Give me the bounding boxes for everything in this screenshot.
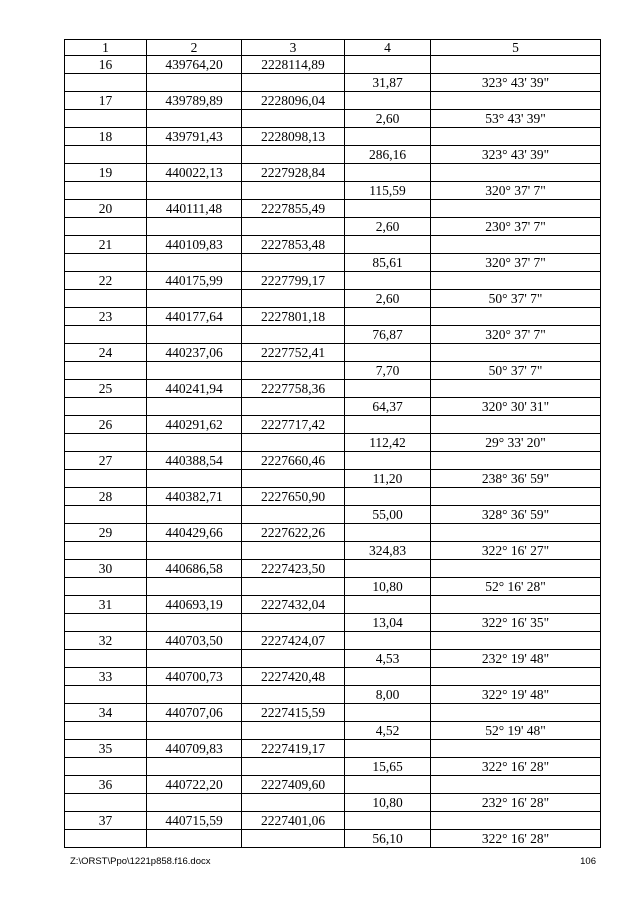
x-coordinate-cell [147,722,242,740]
direction-angle-cell [431,596,601,614]
y-coordinate-cell: 2227650,90 [242,488,345,506]
table-row [65,434,601,452]
x-coordinate-cell: 439791,43 [147,128,242,146]
point-number-cell: 16 [65,56,147,74]
point-number-cell: 32 [65,632,147,650]
table-row [65,776,601,794]
point-number-cell [65,470,147,488]
x-coordinate-cell: 440693,19 [147,596,242,614]
direction-angle-cell: 232° 16' 28" [431,794,601,812]
table-row [65,110,601,128]
distance-cell: 55,00 [345,506,431,524]
point-number-cell: 21 [65,236,147,254]
y-coordinate-cell [242,182,345,200]
x-coordinate-cell: 440237,06 [147,344,242,362]
distance-cell: 324,83 [345,542,431,560]
distance-cell: 56,10 [345,830,431,848]
table-row [65,380,601,398]
point-number-cell [65,110,147,128]
distance-cell: 15,65 [345,758,431,776]
table-row [65,182,601,200]
y-coordinate-cell: 2227799,17 [242,272,345,290]
table-row [65,218,601,236]
point-number-cell [65,290,147,308]
y-coordinate-cell: 2227801,18 [242,308,345,326]
x-coordinate-cell: 440686,58 [147,560,242,578]
table-row [65,830,601,848]
direction-angle-cell [431,632,601,650]
x-coordinate-cell [147,290,242,308]
distance-cell: 286,16 [345,146,431,164]
direction-angle-cell: 320° 30' 31" [431,398,601,416]
distance-cell [345,272,431,290]
distance-cell [345,164,431,182]
point-number-cell [65,758,147,776]
direction-angle-cell: 322° 16' 35" [431,614,601,632]
x-coordinate-cell: 440703,50 [147,632,242,650]
footer-page-number: 106 [580,856,596,867]
direction-angle-cell: 322° 16' 27" [431,542,601,560]
direction-angle-cell [431,344,601,362]
table-body [65,56,601,848]
point-number-cell: 34 [65,704,147,722]
distance-cell: 4,53 [345,650,431,668]
table-row [65,236,601,254]
point-number-cell [65,362,147,380]
distance-cell [345,452,431,470]
distance-cell [345,200,431,218]
direction-angle-cell: 320° 37' 7" [431,326,601,344]
point-number-cell: 35 [65,740,147,758]
distance-cell [345,92,431,110]
header-y-coordinate: 3 [242,40,345,56]
distance-cell: 112,42 [345,434,431,452]
point-number-cell: 30 [65,560,147,578]
y-coordinate-cell: 2228096,04 [242,92,345,110]
x-coordinate-cell [147,74,242,92]
table-row [65,74,601,92]
distance-cell: 115,59 [345,182,431,200]
point-number-cell: 37 [65,812,147,830]
table-row [65,560,601,578]
distance-cell: 2,60 [345,218,431,236]
x-coordinate-cell [147,146,242,164]
table-row [65,524,601,542]
distance-cell [345,488,431,506]
x-coordinate-cell [147,218,242,236]
table-row [65,452,601,470]
distance-cell [345,596,431,614]
y-coordinate-cell: 2227401,06 [242,812,345,830]
x-coordinate-cell [147,326,242,344]
y-coordinate-cell [242,146,345,164]
point-number-cell [65,578,147,596]
x-coordinate-cell [147,542,242,560]
distance-cell: 7,70 [345,362,431,380]
direction-angle-cell: 322° 19' 48" [431,686,601,704]
distance-cell: 31,87 [345,74,431,92]
direction-angle-cell: 323° 43' 39" [431,146,601,164]
y-coordinate-cell [242,758,345,776]
x-coordinate-cell: 440177,64 [147,308,242,326]
x-coordinate-cell: 440700,73 [147,668,242,686]
x-coordinate-cell: 440382,71 [147,488,242,506]
x-coordinate-cell: 440109,83 [147,236,242,254]
x-coordinate-cell: 440722,20 [147,776,242,794]
x-coordinate-cell [147,578,242,596]
point-number-cell [65,398,147,416]
table-row [65,164,601,182]
direction-angle-cell [431,776,601,794]
distance-cell [345,416,431,434]
point-number-cell [65,830,147,848]
x-coordinate-cell: 440707,06 [147,704,242,722]
x-coordinate-cell: 440429,66 [147,524,242,542]
direction-angle-cell: 53° 43' 39" [431,110,601,128]
distance-cell [345,344,431,362]
x-coordinate-cell [147,434,242,452]
table-row [65,290,601,308]
y-coordinate-cell [242,110,345,128]
y-coordinate-cell [242,614,345,632]
y-coordinate-cell: 2227758,36 [242,380,345,398]
direction-angle-cell [431,452,601,470]
x-coordinate-cell [147,650,242,668]
x-coordinate-cell: 440715,59 [147,812,242,830]
y-coordinate-cell: 2227717,42 [242,416,345,434]
y-coordinate-cell [242,686,345,704]
x-coordinate-cell [147,182,242,200]
point-number-cell: 23 [65,308,147,326]
table-row [65,704,601,722]
x-coordinate-cell [147,830,242,848]
table-row [65,722,601,740]
point-number-cell [65,326,147,344]
table-row [65,200,601,218]
distance-cell [345,56,431,74]
y-coordinate-cell [242,650,345,668]
point-number-cell: 36 [65,776,147,794]
table-row [65,542,601,560]
table-row [65,146,601,164]
table-row [65,812,601,830]
table-row [65,632,601,650]
point-number-cell: 26 [65,416,147,434]
direction-angle-cell [431,272,601,290]
table-row [65,362,601,380]
x-coordinate-cell: 440022,13 [147,164,242,182]
point-number-cell: 28 [65,488,147,506]
distance-cell: 8,00 [345,686,431,704]
x-coordinate-cell [147,506,242,524]
y-coordinate-cell [242,722,345,740]
direction-angle-cell [431,128,601,146]
direction-angle-cell [431,524,601,542]
table-row [65,128,601,146]
table-row [65,596,601,614]
y-coordinate-cell: 2228098,13 [242,128,345,146]
distance-cell [345,560,431,578]
y-coordinate-cell: 2227419,17 [242,740,345,758]
x-coordinate-cell [147,398,242,416]
y-coordinate-cell: 2227423,50 [242,560,345,578]
point-number-cell: 17 [65,92,147,110]
y-coordinate-cell [242,74,345,92]
table-row [65,686,601,704]
x-coordinate-cell: 439789,89 [147,92,242,110]
point-number-cell: 22 [65,272,147,290]
direction-angle-cell [431,704,601,722]
point-number-cell [65,74,147,92]
point-number-cell: 24 [65,344,147,362]
point-number-cell [65,182,147,200]
distance-cell [345,812,431,830]
table-row [65,344,601,362]
x-coordinate-cell [147,254,242,272]
x-coordinate-cell [147,794,242,812]
distance-cell: 85,61 [345,254,431,272]
distance-cell [345,128,431,146]
y-coordinate-cell [242,290,345,308]
distance-cell [345,704,431,722]
header-direction-angle: 5 [431,40,601,56]
x-coordinate-cell [147,362,242,380]
point-number-cell: 19 [65,164,147,182]
table-row [65,272,601,290]
direction-angle-cell [431,92,601,110]
x-coordinate-cell [147,470,242,488]
y-coordinate-cell [242,578,345,596]
distance-cell: 13,04 [345,614,431,632]
y-coordinate-cell: 2228114,89 [242,56,345,74]
point-number-cell [65,650,147,668]
header-distance: 4 [345,40,431,56]
table-row [65,398,601,416]
distance-cell [345,740,431,758]
x-coordinate-cell [147,614,242,632]
table-row [65,506,601,524]
x-coordinate-cell: 440388,54 [147,452,242,470]
direction-angle-cell: 230° 37' 7" [431,218,601,236]
direction-angle-cell: 52° 16' 28" [431,578,601,596]
point-number-cell [65,434,147,452]
point-number-cell: 31 [65,596,147,614]
y-coordinate-cell: 2227660,46 [242,452,345,470]
point-number-cell: 33 [65,668,147,686]
x-coordinate-cell: 440709,83 [147,740,242,758]
coordinates-table [64,39,601,848]
direction-angle-cell [431,668,601,686]
table-row [65,92,601,110]
point-number-cell [65,506,147,524]
y-coordinate-cell [242,254,345,272]
direction-angle-cell: 322° 16' 28" [431,830,601,848]
table-row [65,416,601,434]
y-coordinate-cell: 2227853,48 [242,236,345,254]
point-number-cell [65,146,147,164]
x-coordinate-cell: 439764,20 [147,56,242,74]
header-x-coordinate: 2 [147,40,242,56]
distance-cell [345,380,431,398]
direction-angle-cell [431,560,601,578]
distance-cell: 2,60 [345,290,431,308]
table-row [65,254,601,272]
y-coordinate-cell: 2227409,60 [242,776,345,794]
point-number-cell [65,722,147,740]
direction-angle-cell: 323° 43' 39" [431,74,601,92]
distance-cell [345,632,431,650]
direction-angle-cell: 320° 37' 7" [431,254,601,272]
table-row [65,794,601,812]
direction-angle-cell [431,164,601,182]
direction-angle-cell [431,380,601,398]
distance-cell: 10,80 [345,578,431,596]
distance-cell [345,776,431,794]
table-row [65,650,601,668]
direction-angle-cell: 232° 19' 48" [431,650,601,668]
table-row [65,614,601,632]
y-coordinate-cell: 2227432,04 [242,596,345,614]
distance-cell: 64,37 [345,398,431,416]
y-coordinate-cell: 2227855,49 [242,200,345,218]
point-number-cell [65,794,147,812]
direction-angle-cell [431,236,601,254]
y-coordinate-cell [242,830,345,848]
distance-cell [345,524,431,542]
y-coordinate-cell [242,794,345,812]
direction-angle-cell: 52° 19' 48" [431,722,601,740]
y-coordinate-cell [242,434,345,452]
y-coordinate-cell: 2227622,26 [242,524,345,542]
y-coordinate-cell: 2227424,07 [242,632,345,650]
direction-angle-cell [431,812,601,830]
table-row [65,740,601,758]
x-coordinate-cell: 440175,99 [147,272,242,290]
y-coordinate-cell: 2227415,59 [242,704,345,722]
x-coordinate-cell: 440291,62 [147,416,242,434]
direction-angle-cell: 328° 36' 59" [431,506,601,524]
direction-angle-cell: 322° 16' 28" [431,758,601,776]
y-coordinate-cell: 2227420,48 [242,668,345,686]
direction-angle-cell [431,740,601,758]
point-number-cell: 27 [65,452,147,470]
table-row [65,578,601,596]
point-number-cell [65,542,147,560]
table-header-row [65,40,601,56]
direction-angle-cell [431,416,601,434]
table-row [65,668,601,686]
y-coordinate-cell: 2227752,41 [242,344,345,362]
point-number-cell [65,614,147,632]
direction-angle-cell [431,200,601,218]
point-number-cell [65,254,147,272]
direction-angle-cell [431,308,601,326]
y-coordinate-cell [242,362,345,380]
y-coordinate-cell [242,470,345,488]
point-number-cell: 18 [65,128,147,146]
point-number-cell: 25 [65,380,147,398]
table-row [65,758,601,776]
table-row [65,308,601,326]
direction-angle-cell [431,488,601,506]
direction-angle-cell [431,56,601,74]
table-row [65,470,601,488]
table-row [65,326,601,344]
direction-angle-cell: 29° 33' 20" [431,434,601,452]
point-number-cell: 29 [65,524,147,542]
y-coordinate-cell [242,542,345,560]
distance-cell: 4,52 [345,722,431,740]
direction-angle-cell: 238° 36' 59" [431,470,601,488]
header-point-number: 1 [65,40,147,56]
distance-cell: 11,20 [345,470,431,488]
distance-cell [345,668,431,686]
y-coordinate-cell [242,398,345,416]
x-coordinate-cell [147,758,242,776]
y-coordinate-cell [242,506,345,524]
x-coordinate-cell: 440241,94 [147,380,242,398]
direction-angle-cell: 50° 37' 7" [431,362,601,380]
distance-cell: 76,87 [345,326,431,344]
distance-cell: 10,80 [345,794,431,812]
point-number-cell [65,218,147,236]
point-number-cell: 20 [65,200,147,218]
direction-angle-cell: 50° 37' 7" [431,290,601,308]
y-coordinate-cell [242,218,345,236]
y-coordinate-cell: 2227928,84 [242,164,345,182]
table-row [65,56,601,74]
distance-cell: 2,60 [345,110,431,128]
x-coordinate-cell [147,686,242,704]
distance-cell [345,236,431,254]
x-coordinate-cell [147,110,242,128]
footer-file-path: Z:\ORST\Ppo\1221p858.f16.docx [70,856,211,867]
x-coordinate-cell: 440111,48 [147,200,242,218]
point-number-cell [65,686,147,704]
table-row [65,488,601,506]
distance-cell [345,308,431,326]
direction-angle-cell: 320° 37' 7" [431,182,601,200]
y-coordinate-cell [242,326,345,344]
